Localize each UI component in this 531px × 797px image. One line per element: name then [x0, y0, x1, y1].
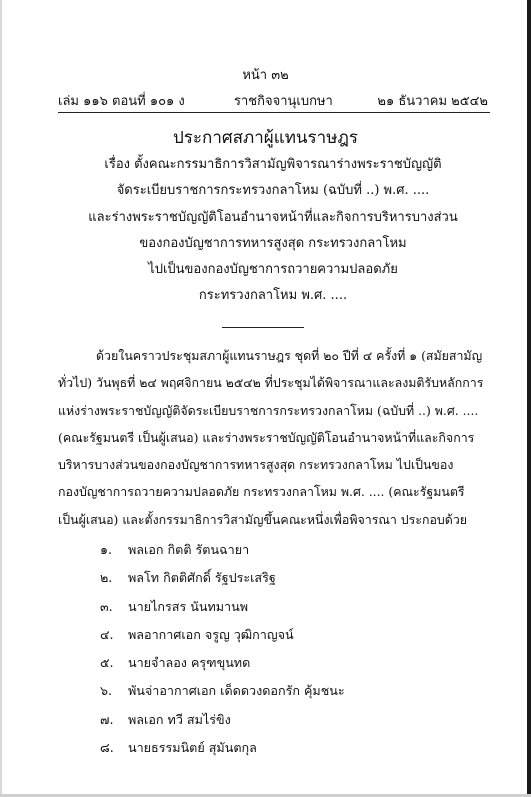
item-number: ๖. — [100, 683, 112, 699]
page-number: หน้า ๓๒ — [242, 68, 289, 83]
body-line: เป็นผู้เสนอ) และตั้งกรรมาธิการวิสามัญขึ้นคณะหนึ่งเพื่อพิจารณา ประกอบด้วย — [58, 511, 468, 527]
item-number: ๗. — [100, 711, 114, 727]
announcement-subject — [70, 152, 476, 310]
page-edge-right — [527, 0, 531, 797]
list-item — [100, 536, 345, 564]
body-line: บริหารบางส่วนของกองบัญชาการทหารสูงสุด กระทรวงกลาโหม ไปเป็นของ — [58, 457, 454, 473]
header-divider — [58, 112, 490, 113]
list-item — [100, 649, 345, 677]
subject-line: และร่างพระราชบัญญัติโอนอำนาจหน้าที่และกิจการบริหารบางส่วน — [88, 209, 458, 225]
member-name: พลโท กิตติศักดิ์ รัฐประเสริฐ — [128, 570, 276, 586]
subject-line: ของกองบัญชาการทหารสูงสุด กระทรวงกลาโหม — [139, 235, 407, 251]
list-item — [100, 734, 345, 762]
list-item — [100, 564, 345, 592]
list-item — [100, 621, 345, 649]
subject-line: เรื่อง ตั้งคณะกรรมาธิการวิสามัญพิจารณาร่างพระราชบัญญัติ — [104, 157, 442, 172]
item-number: ๑. — [100, 542, 112, 557]
body-line: ทั่วไป) วันพุธที่ ๒๔ พฤศจิกายน ๒๕๔๒ ที่ประชุมได้พิจารณาและลงมติรับหลักการ — [58, 375, 484, 391]
body-paragraph — [58, 342, 490, 533]
section-divider — [222, 327, 304, 328]
member-name: พลเอก กิตติ รัตนฉายา — [128, 542, 250, 557]
subject-line: จัดระเบียบราชการกระทรวงกลาโหม (ฉบับที่ ..) พ.ศ. .... — [116, 183, 430, 199]
item-number: ๔. — [100, 626, 114, 642]
subject-line: กระทรวงกลาโหม พ.ศ. .... — [198, 288, 348, 304]
body-line: ด้วยในคราวประชุมสภาผู้แทนราษฎร ชุดที่ ๒๐ ปีที่ ๔ ครั้งที่ ๑ (สมัยสามัญ — [96, 348, 483, 363]
subject-line: ไปเป็นของกองบัญชาการถวายความปลอดภัย — [148, 262, 398, 278]
member-name: พลอากาศเอก จรูญ วุฒิกาญจน์ — [128, 626, 294, 642]
item-number: ๒. — [100, 570, 113, 586]
body-line: (คณะรัฐมนตรี เป็นผู้เสนอ) และร่างพระราชบัญญัติโอนอำนาจหน้าที่และกิจการ — [58, 429, 475, 445]
list-item — [100, 593, 345, 621]
committee-member-list — [100, 536, 345, 762]
item-number: ๕. — [100, 655, 114, 671]
item-number: ๘. — [100, 740, 114, 756]
body-line: กองบัญชาการถวายความปลอดภัย กระทรวงกลาโหม พ.ศ. .... (คณะรัฐมนตรี — [58, 484, 465, 500]
page-edge-left — [0, 0, 2, 797]
list-item — [100, 677, 345, 705]
member-name: นายจำลอง ครุฑขุนทด — [128, 655, 251, 671]
gazette-header — [58, 90, 488, 108]
member-name: นายธรรมนิตย์ สุมันตกุล — [128, 740, 257, 756]
body-line: แห่งร่างพระราชบัญญัติจัดระเบียบราชการกระทรวงกลาโหม (ฉบับที่ ..) พ.ศ. .... — [58, 402, 479, 418]
list-item — [100, 706, 345, 734]
item-number: ๓. — [100, 598, 113, 614]
announcement-title: ประกาศสภาผู้แทนราษฎร — [173, 128, 358, 148]
member-name: นายไกรสร นันทมานพ — [128, 598, 249, 614]
volume-issue: เล่ม ๑๑๖ ตอนที่ ๑๐๑ ง — [58, 94, 185, 109]
journal-name: ราชกิจจานุเบกษา — [234, 94, 333, 109]
publication-date: ๒๑ ธันวาคม ๒๕๔๒ — [377, 94, 488, 109]
member-name: พันจ่าอากาศเอก เด็ดดวงดอกรัก คุ้มชนะ — [128, 683, 345, 699]
member-name: พลเอก ทวี สมไร่ขิง — [128, 711, 231, 727]
